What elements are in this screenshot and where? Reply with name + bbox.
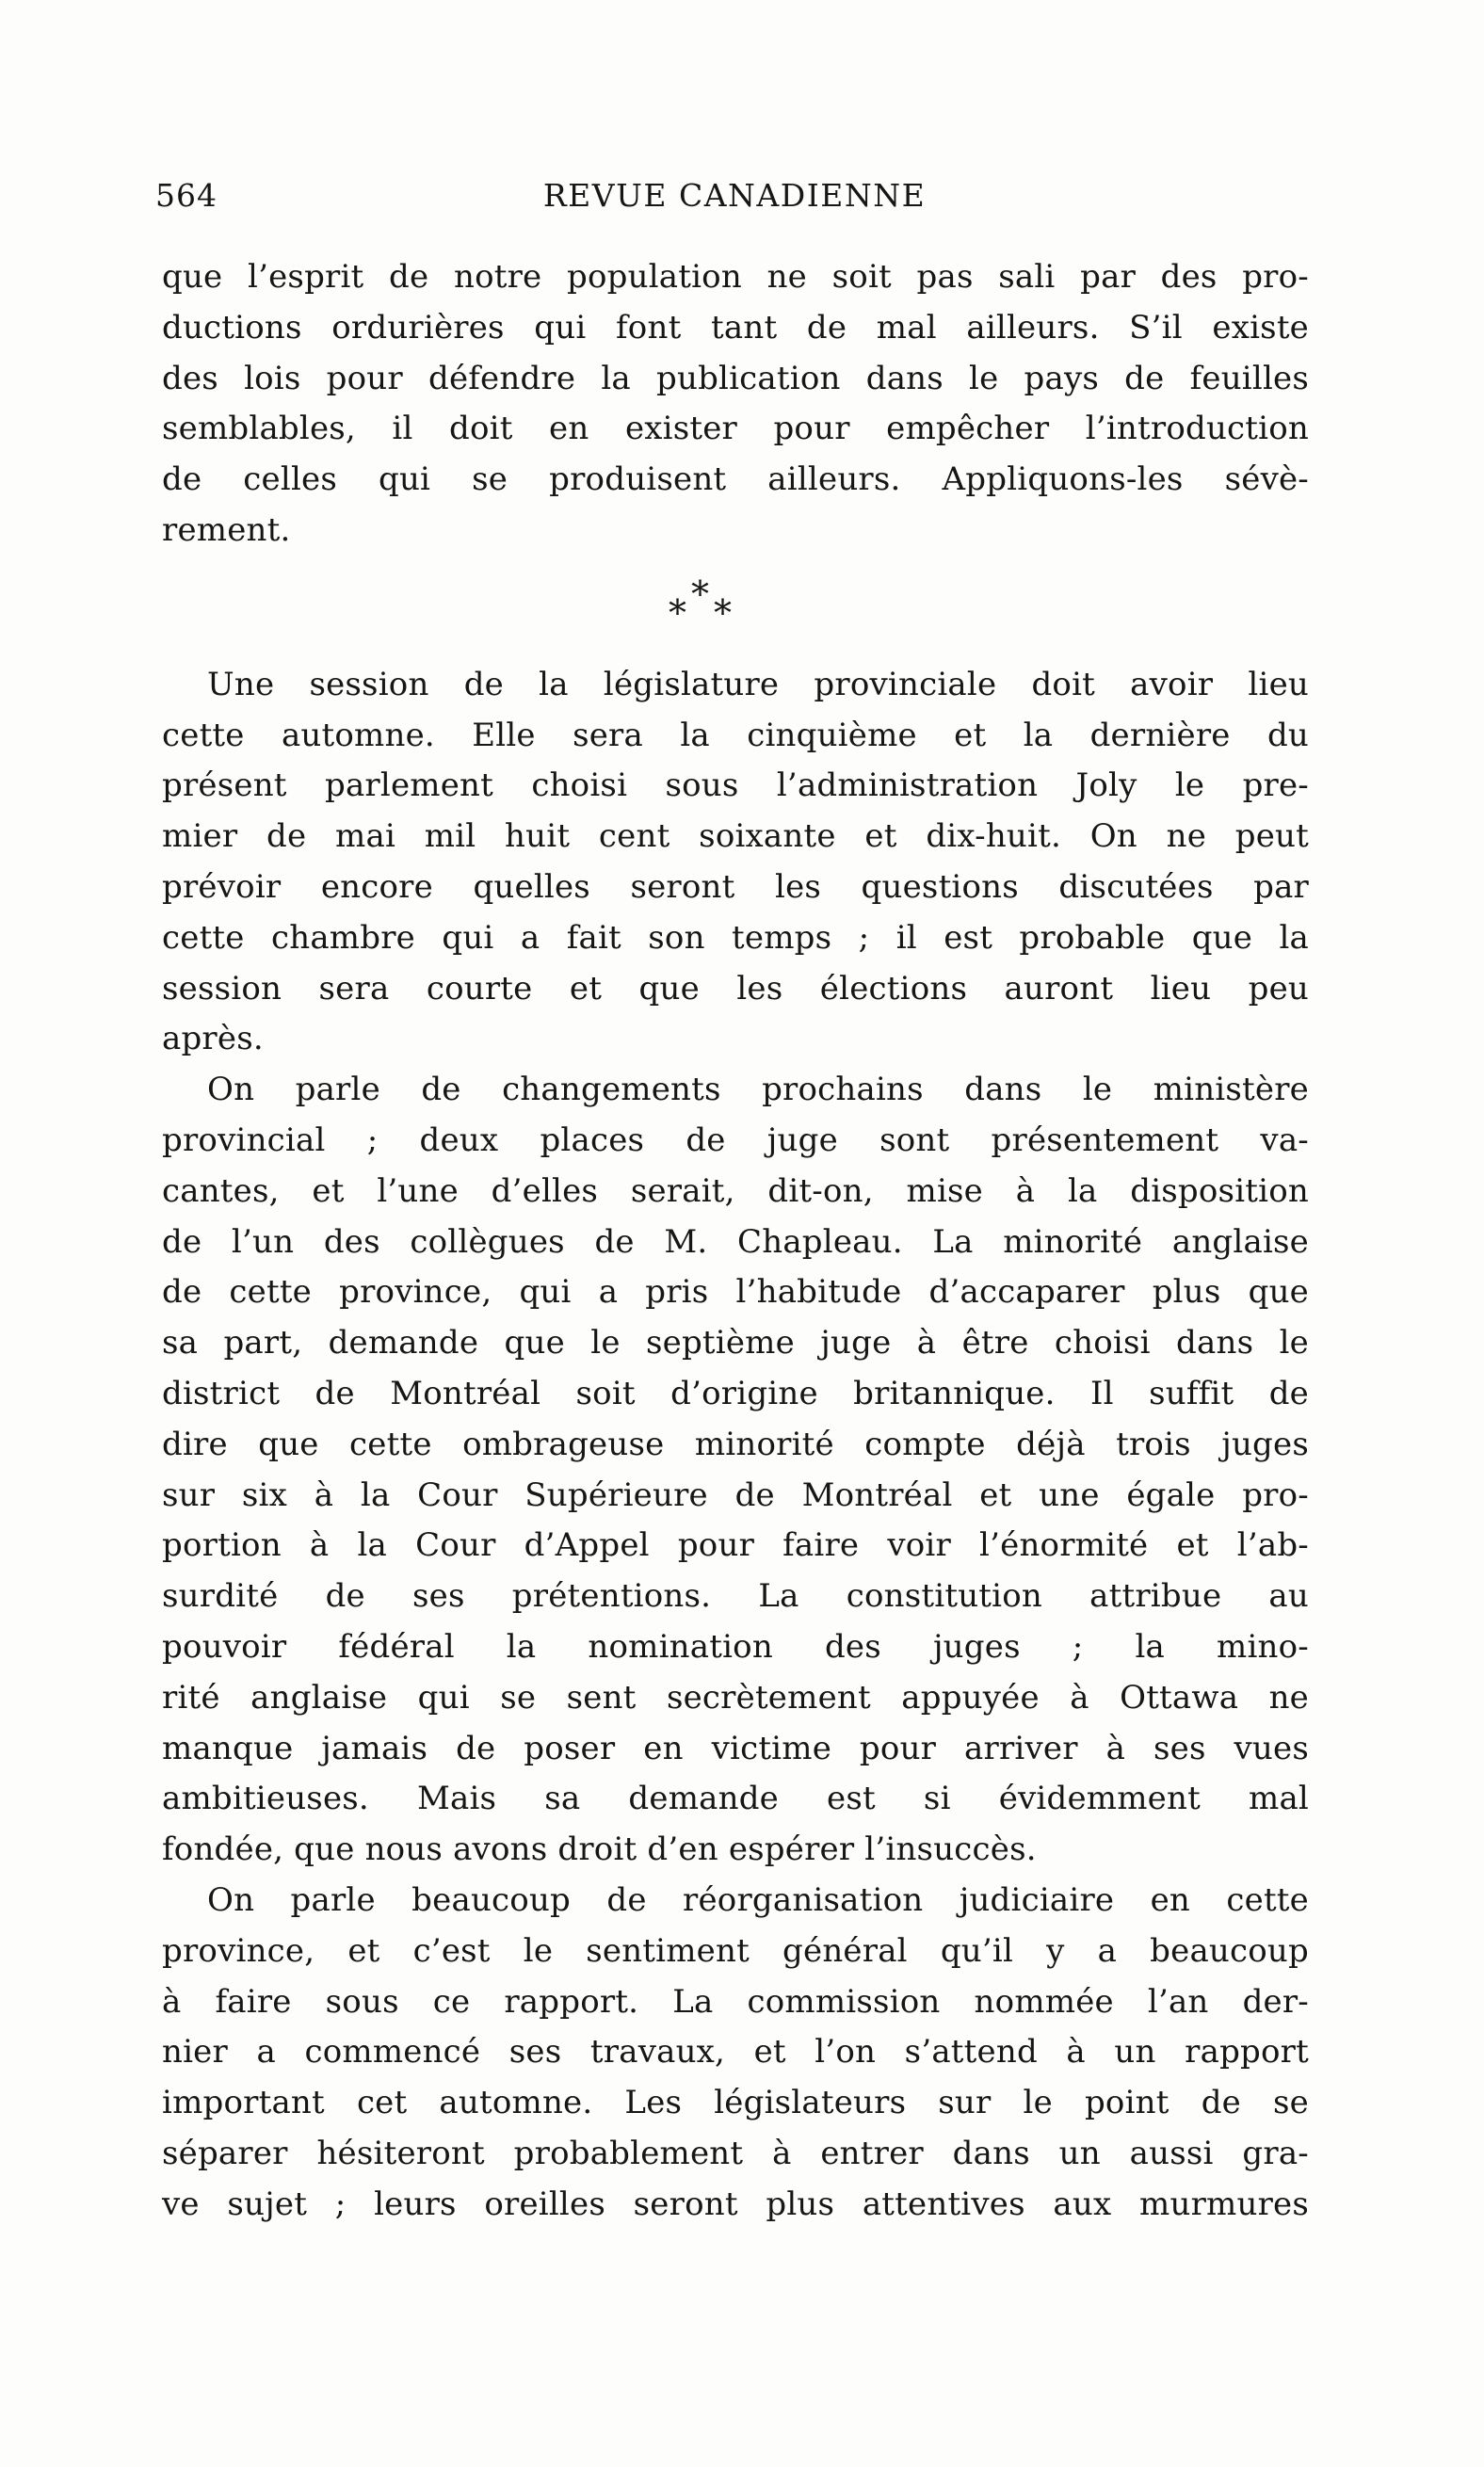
text-line: prévoir encore quelles seront les questions discutées par xyxy=(162,867,1309,906)
text-line: portion à la Cour d’Appel pour faire voir l’énormité et l’ab- xyxy=(162,1526,1309,1565)
text-line: semblables, il doit en exister pour empêcher l’introduction xyxy=(162,410,1309,448)
text-line: cette chambre qui a fait son temps ; il est probable que la xyxy=(162,918,1309,957)
asterisk: * xyxy=(691,572,709,615)
running-title: REVUE CANADIENNE xyxy=(542,177,927,214)
text-line: de cette province, qui a pris l’habitude d’accaparer plus que xyxy=(162,1273,1309,1312)
text-line: mier de mai mil huit cent soixante et dix-huit. On ne peut xyxy=(162,817,1309,856)
text-line: On parle de changements prochains dans le ministère xyxy=(207,1071,1309,1109)
paragraph-ministere xyxy=(162,1065,1309,1876)
text-line: de celles qui se produisent ailleurs. Appliquons-les sévè- xyxy=(162,460,1309,499)
text-line: important cet automne. Les législateurs sur le point de se xyxy=(162,2084,1309,2122)
asterisk: * xyxy=(669,591,686,634)
text-line: session sera courte et que les élections auront lieu peu xyxy=(162,969,1309,1008)
text-line: dire que cette ombrageuse minorité compte déjà trois juges xyxy=(162,1425,1309,1463)
text-body xyxy=(162,252,1309,2230)
text-line: ve sujet ; leurs oreilles seront plus attentives aux murmures xyxy=(162,2185,1309,2223)
text-line: nier a commencé ses travaux, et l’on s’attend à un rapport xyxy=(162,2033,1309,2072)
text-line: manque jamais de poser en victime pour arriver à ses vues xyxy=(162,1729,1309,1767)
text-line: présent parlement choisi sous l’administration Joly le pre- xyxy=(162,766,1309,805)
text-line: rité anglaise qui se sent secrètement appuyée à Ottawa ne xyxy=(162,1678,1309,1717)
text-line: pouvoir fédéral la nomination des juges ; la mino- xyxy=(162,1627,1309,1666)
text-line: fondée, que nous avons droit d’en espérer l’insuccès. xyxy=(162,1830,1037,1869)
text-line: sa part, demande que le septième juge à être choisi dans le xyxy=(162,1324,1309,1362)
text-line: rement. xyxy=(162,510,291,549)
text-line: à faire sous ce rapport. La commission nommée l’an der- xyxy=(162,1982,1309,2021)
text-line: provincial ; deux places de juge sont présentement va- xyxy=(162,1121,1309,1159)
text-line: Une session de la législature provinciale doit avoir lieu xyxy=(207,665,1309,703)
text-line: sur six à la Cour Supérieure de Montréal et une égale pro- xyxy=(162,1475,1309,1514)
text-line: des lois pour défendre la publication dans le pays de feuilles xyxy=(162,359,1309,397)
paragraph-reorganisation xyxy=(162,1876,1309,2231)
text-line: cantes, et l’une d’elles serait, dit-on, mise à la disposition xyxy=(162,1171,1309,1210)
text-line: On parle beaucoup de réorganisation judiciaire en cette xyxy=(207,1880,1309,1919)
text-line: séparer hésiteront probablement à entrer dans un aussi gra- xyxy=(162,2134,1309,2172)
asterisk: * xyxy=(714,591,732,634)
text-line: ambitieuses. Mais sa demande est si évidemment mal xyxy=(162,1780,1309,1818)
paragraph-session xyxy=(162,660,1309,1065)
text-line: cette automne. Elle sera la cinquième et la dernière du xyxy=(162,716,1309,754)
text-line: district de Montréal soit d’origine britannique. Il suffit de xyxy=(162,1374,1309,1412)
text-line: surdité de ses prétentions. La constitution attribue au xyxy=(162,1577,1309,1616)
paragraph-continued xyxy=(162,252,1309,556)
text-line: de l’un des collègues de M. Chapleau. La minorité anglaise xyxy=(162,1222,1309,1261)
text-line: après. xyxy=(162,1020,264,1058)
text-line: province, et c’est le sentiment général qu’il y a beaucoup xyxy=(162,1931,1309,1970)
page-header xyxy=(155,169,1314,226)
text-line: que l’esprit de notre population ne soit pas sali par des pro- xyxy=(162,258,1309,296)
section-break-asterism xyxy=(162,556,1309,660)
text-line: ductions ordurières qui font tant de mal ailleurs. S’il existe xyxy=(162,308,1309,347)
page-number: 564 xyxy=(155,177,218,214)
